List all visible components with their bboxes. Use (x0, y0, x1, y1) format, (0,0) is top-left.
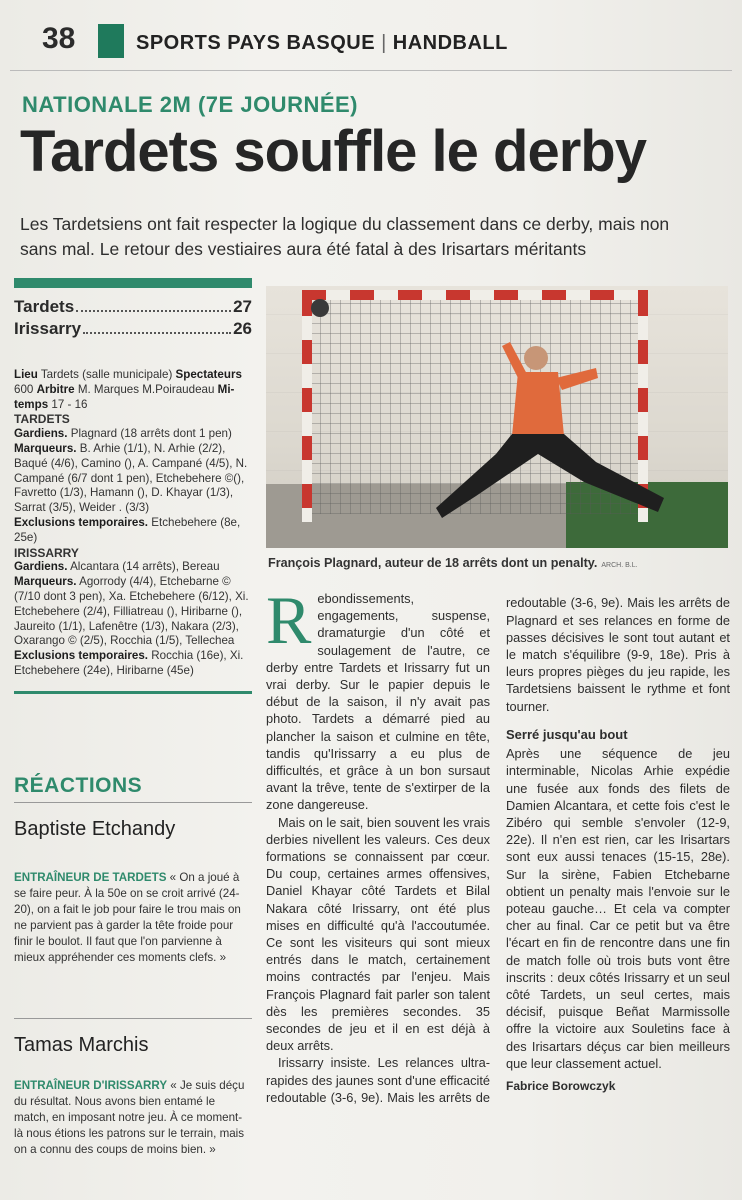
scorers-label: Marqueurs. (14, 575, 77, 589)
referee-label: Arbitre (36, 382, 75, 396)
leader-dots (83, 320, 231, 334)
body-paragraph: Mais on le sait, bien souvent les vrais derbies nivellent les valeurs. Ces deux formations se connaissent par cœur. Du coup, certaines armes offensives, Daniel Khayar côté Tardets et Bilal Nakara côté Irissarry, ont été plus mises en difficulté qu'à l'accoutumée. Ce sont les visiteurs qui sont mieux entrés dans le match, certainement moins contractés par l'enjeu. Mais François Plagnard fait parler son talent dès les premières secondes. 35 secondes de jeu et il en est déjà à deux arrêts. (266, 814, 490, 1054)
score-bar (14, 278, 252, 288)
team1-header: TARDETS (14, 412, 70, 427)
body-paragraph: Après une séquence de jeu interminable, Nicolas Arhie expédie une fusée aux fonds des filets de Damien Alcantara, et cette fois c'est le Zibéro qui semble s'envoler (12-9, 22e). Il n'en est rien, car les Irisartars sont eux aussi tenaces (15-15, 28e). Sur la sirène, Fabien Etchebarne obtient un penalty mais l'envoie sur le poteau gauche… Et cela va compter cher au final. Car ce petit but va être l'écart en fin de rencontre dans une fin de match folle où trois buts vont être inscrits : deux côtés Irissarry et un seul côté Tardets, un seul certes, mais décisif, puisque Beñat Marmissolle offre la victoire aux Souletins face à des Irisartars déçus car bien meilleurs que leur classement actuel. (506, 746, 730, 1071)
reaction-person-name: Tamas Marchis (14, 1034, 149, 1056)
exclusions-value: Etchebehere (8e, 25e) (14, 515, 241, 544)
away-score: 26 (233, 319, 252, 338)
article-kicker: NATIONALE 2M (7E JOURNÉE) (22, 92, 359, 117)
goalkeepers-label: Gardiens. (14, 427, 68, 441)
venue-label: Lieu (14, 368, 38, 381)
reaction-quote (14, 1078, 250, 1158)
score-line-home (14, 296, 252, 318)
reaction-quote-text: « Je suis déçu du résultat. Nous avons bien entamé le match, en imposant notre jeu. À ce moment-là nous étions les patrons sur le terrain, mais on a connu des coups de moins bien. » (14, 1079, 245, 1156)
photo-caption (268, 556, 638, 570)
exclusions-label: Exclusions temporaires. (14, 515, 149, 529)
goalkeeper-arm-right (556, 368, 598, 390)
venue-value: Tardets (salle municipale) (37, 368, 176, 381)
body-text: ebondissements, engagements, suspense, dramaturgie d'un côté et soulagement de l'autre, ce derby entre Tardets et Irissarry fut un vrai derby. Sur le papier depuis le début de la saison, il n'y avait pas photo. Tardets a démarré pied au plancher la saison et culmine en tête, tandis qu'Irissarry a eu plus de difficultés, et grâce à un bon sursaut avant la trêve, tente de s'extirper de la zone dangereuse. (266, 591, 490, 813)
reactions-rule (14, 802, 252, 803)
spectators-label: Spectateurs (175, 368, 242, 381)
body-paragraph: Irissarry insiste. Les relances ultra-rapides des jaunes sont d'une efficacité redoutable (3-6, 9e). Mais les arrêts de (266, 1055, 490, 1105)
reactions-title: RÉACTIONS (14, 774, 143, 797)
goalkeeper-legs (436, 434, 664, 518)
section-name: SPORTS PAYS BASQUE (136, 32, 376, 54)
reaction-role: ENTRAÎNEUR DE TARDETS (14, 871, 167, 884)
away-team: Irissarry (14, 319, 82, 338)
team2-scorers (14, 575, 252, 649)
goalkeeper-head (524, 346, 548, 370)
page-number: 38 (42, 22, 76, 55)
section-separator: | (381, 32, 387, 54)
article-headline: Tardets souffle le derby (20, 119, 646, 184)
article-body-column-1 (266, 582, 490, 1106)
header-rule (10, 70, 732, 71)
section-marker (98, 24, 124, 58)
goalkeepers-value: Alcantara (14 arrêts), Bereau (67, 560, 220, 574)
goalkeepers-value: Plagnard (18 arrêts dont 1 pen) (67, 427, 232, 441)
subsection-name: HANDBALL (392, 32, 508, 54)
spectators-value: 600 (14, 382, 37, 396)
leader-dots (76, 298, 231, 312)
reactions-divider (14, 1018, 252, 1019)
team1-scorers (14, 442, 252, 516)
team2-goalkeepers (14, 560, 252, 575)
exclusions-value: Rocchia (16e), Xi. Etchebehere (24e), Hiribarne (45e) (14, 649, 244, 677)
halftime-label: Mi-temps (14, 382, 235, 411)
exclusions-label: Exclusions temporaires. (14, 649, 149, 663)
body-paragraph (266, 582, 490, 814)
drop-cap: R (266, 582, 312, 658)
halftime-value: 17 - 16 (48, 397, 88, 411)
reaction-quote-text: « On a joué à se faire peur. À la 50e on se croit arrivé (24-20), on a fait le job pour faire le trou mais on ne parvient pas à garder la tête froide pour finir le boulot. Il faut que l'on parvienne à mieux appréhender ces moments clefs. » (14, 871, 241, 964)
goalkeeper-figure (266, 286, 728, 548)
goalkeepers-label: Gardiens. (14, 560, 68, 574)
scorers-value: B. Arhie (1/1), N. Arhie (2/2), Baqué (4/6), Camino (), A. Campané (4/5), N. Campané (6/7 dont 1 pen), Etchebehere ©(), Favretto (1/3), Hamann (), D. Khayar (1/3), Sarrat (3/5), Weider . (3/3) (14, 441, 248, 515)
reaction-person-name: Baptiste Etchandy (14, 818, 176, 840)
article-author: Fabrice Borowczyk (506, 1079, 616, 1094)
article-subhead: Serré jusqu'au bout (506, 727, 628, 742)
section-title (136, 32, 508, 55)
article-photo (266, 286, 728, 548)
scorers-label: Marqueurs. (14, 441, 77, 455)
home-team: Tardets (14, 297, 75, 316)
body-paragraph-continued (506, 594, 730, 716)
venue-info (14, 368, 252, 412)
match-sheet (14, 278, 252, 694)
article-standfirst: Les Tardetsiens ont fait respecter la logique du classement dans ce derby, mais non sans mal. Le retour des vestiaires aura été fatal à des Irisartars méritants (20, 214, 670, 259)
reaction-role: ENTRAÎNEUR D'IRISSARRY (14, 1079, 168, 1092)
scorers-value: Agorrody (4/4), Etchebarne © (7/10 dont 3 pen), Xa. Etchebehere (6/12), Xi. Etchebehere (2/4), Filliatreau (), Hiribarne (), Jaureito (1/1), Lafenêtre (1/3), Nakara (2/3), Oxarango © (2/5), Rocchia (1/5), Tellechea (14, 575, 249, 648)
referee-value: M. Marques M.Poiraudeau (74, 382, 218, 396)
team1-exclusions (14, 516, 252, 546)
handball-ball (311, 299, 329, 317)
match-details (14, 368, 252, 679)
score-line-away (14, 318, 252, 340)
body-text-continued: redoutable (3-6, 9e). Mais les arrêts de Plagnard et ses relances en forme de passes décisives le sont tout autant et le match s'équilibre (9-9, 18e). Pris à leurs propres pièges du jeu rapide, les Tardetsiens baissent le rythme et font tourner. (506, 595, 730, 714)
team1-goalkeepers (14, 427, 252, 442)
sheet-bottom-rule (14, 691, 252, 694)
photo-caption-text: François Plagnard, auteur de 18 arrêts dont un penalty. (268, 556, 598, 570)
goalkeeper-jersey (512, 372, 564, 436)
reaction-quote (14, 870, 250, 966)
team2-header: IRISSARRY (14, 545, 79, 560)
photo-credit: ARCH. B.L. (601, 562, 638, 569)
home-score: 27 (233, 297, 252, 316)
article-body-column-2 (506, 594, 730, 1095)
goalkeeper-arm-left (502, 342, 528, 378)
page-header (10, 22, 732, 66)
team2-exclusions (14, 649, 252, 679)
